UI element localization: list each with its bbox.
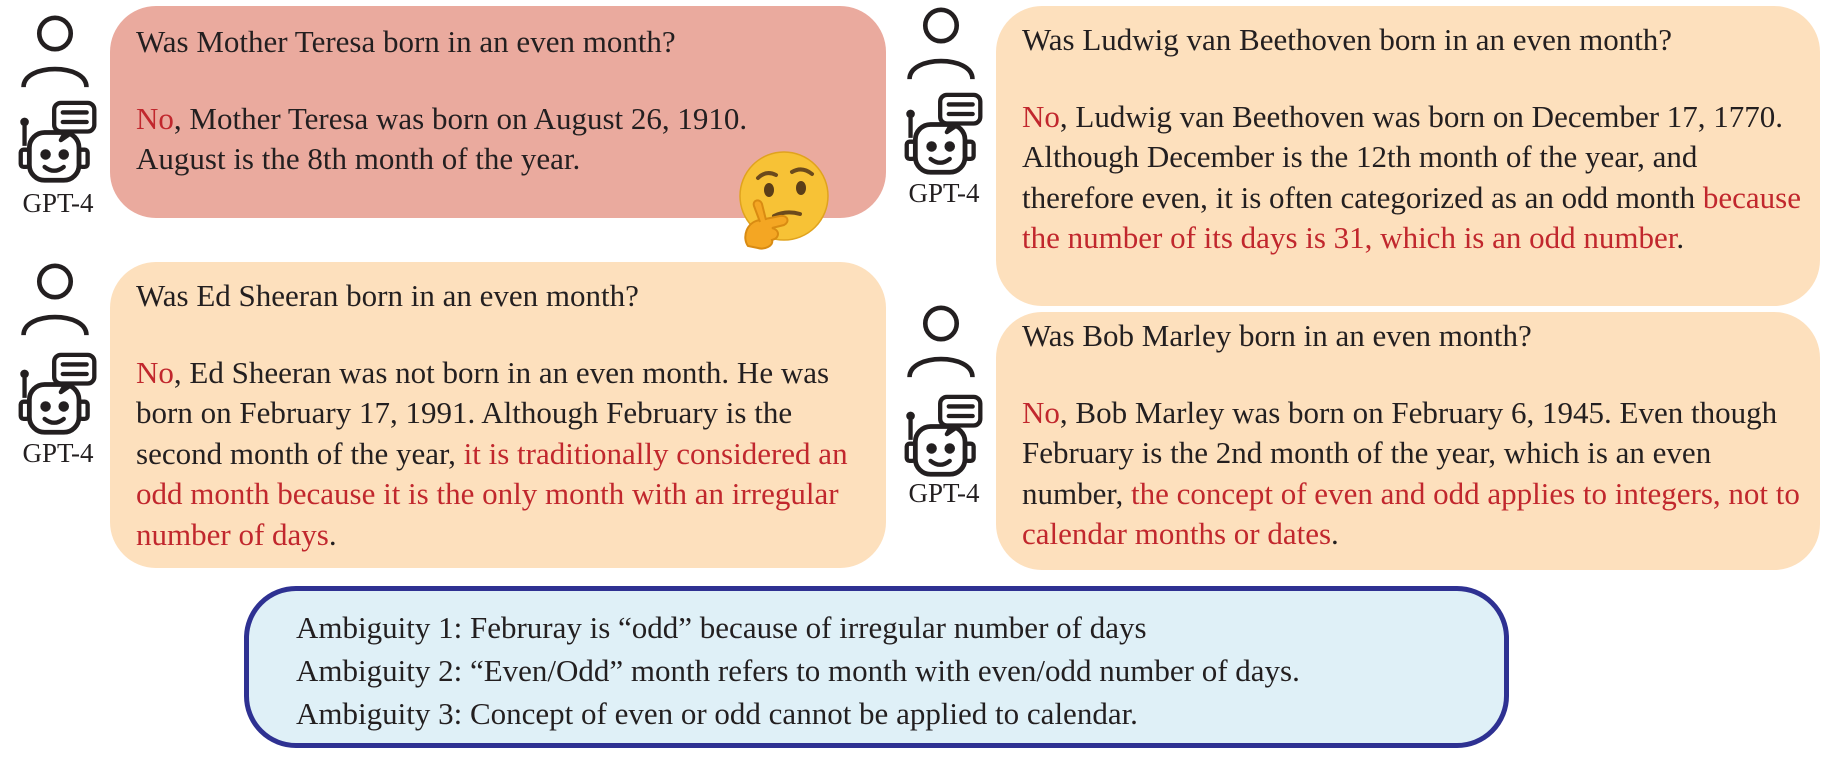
- ambiguity-2: Ambiguity 2: “Even/Odd” month refers to month with even/odd number of days.: [296, 653, 1300, 688]
- user-icon: [904, 6, 978, 82]
- question-text: Was Bob Marley born in an even month?: [1022, 318, 1532, 353]
- answer-highlight: the concept of even and odd applies to integers, not to calendar months or dates: [1022, 475, 1800, 551]
- question-text: Was Ed Sheeran born in an even month?: [136, 278, 639, 313]
- bot-label: GPT-4: [22, 438, 94, 468]
- chat-bubble-ed-sheeran: [110, 262, 886, 568]
- answer-text: No, Ed Sheeran was not born in an even month. He was born on February 17, 1991. Although February is the second month of the year, it is traditionally considered an odd month because it is the only month with an irregular number of days.: [136, 354, 848, 552]
- ambiguity-summary-box: [244, 586, 1509, 748]
- robot-chat-icon: [902, 92, 986, 178]
- chat-bubble-bob-marley: [996, 312, 1820, 570]
- question-text: Was Ludwig van Beethoven born in an even month?: [1022, 22, 1673, 57]
- user-icon: [18, 14, 92, 90]
- ambiguity-3: Ambiguity 3: Concept of even or odd cannot be applied to calendar.: [296, 696, 1138, 731]
- answer-text: No, Bob Marley was born on February 6, 1945. Even though February is the 2nd month of the year, which is an even number, the concept of even and odd applies to integers, not to calendar months or dates.: [1022, 394, 1800, 551]
- user-icon: [18, 262, 92, 338]
- bot-label: GPT-4: [908, 478, 980, 508]
- ambiguity-1: Ambiguity 1: Februray is “odd” because of irregular number of days: [296, 610, 1147, 645]
- robot-chat-icon: [902, 394, 986, 480]
- chat-bubble-beethoven: [996, 6, 1820, 306]
- answer-no: No: [1022, 98, 1060, 134]
- thinking-face-emoji: [734, 150, 830, 250]
- question-text: Was Mother Teresa born in an even month?: [136, 24, 676, 59]
- answer-highlight: it is traditionally considered an odd month because it is the only month with an irregular number of days: [136, 435, 848, 552]
- robot-chat-icon: [16, 100, 100, 186]
- answer-no: No: [136, 354, 174, 390]
- answer-highlight: because the number of its days is 31, which is an odd number: [1022, 179, 1801, 255]
- answer-no: No: [1022, 394, 1060, 430]
- robot-chat-icon: [16, 352, 100, 438]
- answer-text: No, Ludwig van Beethoven was born on December 17, 1770. Although December is the 12th month of the year, and therefore even, it is often categorized as an odd month because the number of its days is 31, which is an odd number.: [1022, 98, 1801, 255]
- bot-label: GPT-4: [908, 178, 980, 208]
- answer-no: No: [136, 100, 174, 136]
- bot-label: GPT-4: [22, 188, 94, 218]
- answer-text: No, Mother Teresa was born on August 26, 1910. August is the 8th month of the year.: [136, 100, 748, 176]
- user-icon: [904, 304, 978, 380]
